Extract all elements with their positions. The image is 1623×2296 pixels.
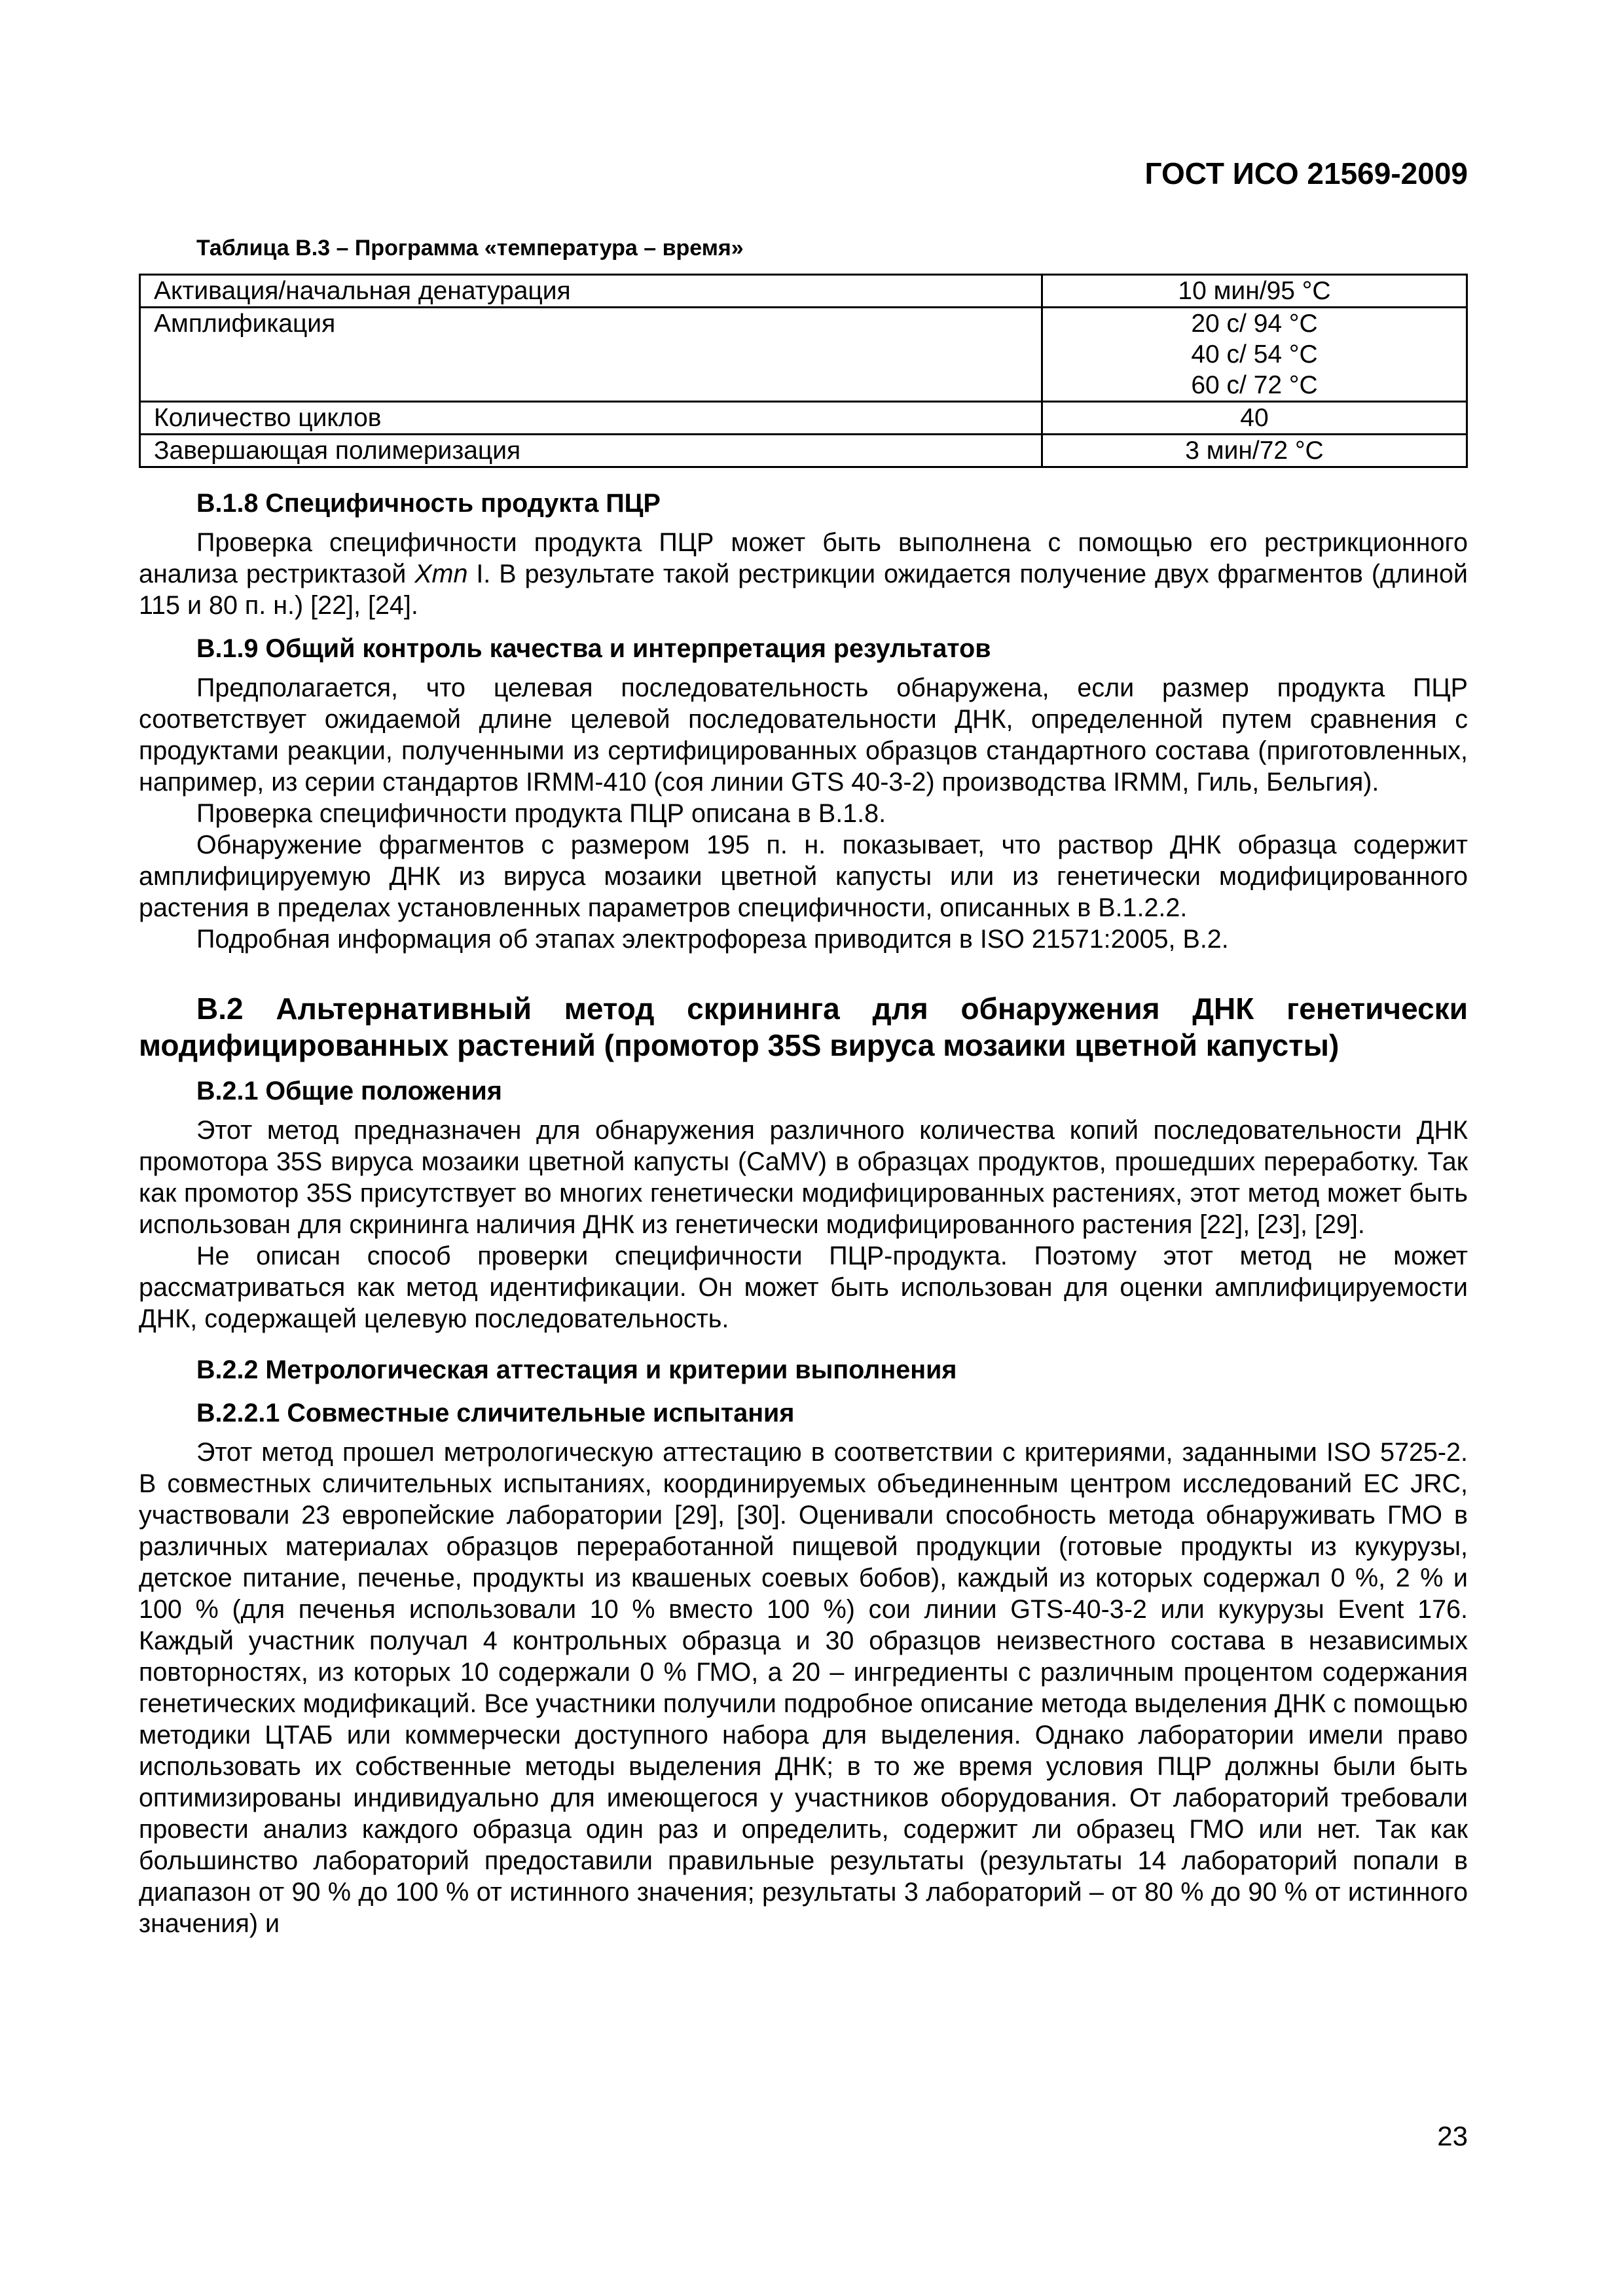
row-label: Амплификация: [140, 308, 1042, 402]
paragraph: [139, 527, 1468, 621]
paragraph: Этот метод прошел метрологическую аттестацию в соответствии с критериями, заданными ISO 5725-2. В совместных сличительных испытаниях, координируемых объединенным центром исследований EC JRC, участвовали 23 европейские лаборатории [29], [30]. Оценивали способность метода обнаруживать ГМО в различных материалах образцов переработанной пищевой продукции (готовые продукты из кукурузы, детское питание, печенье, продукты из квашеных соевых бобов), каждый из которых содержал 0 %, 2 % и 100 % (для печенья использовали 10 % вместо 100 %) сои линии GTS-40-3-2 или кукурузы Event 176. Каждый участник получал 4 контрольных образца и 30 образцов неизвестного состава в независимых повторностях, из которых 10 содержали 0 % ГМО, а 20 – ингредиенты с различным процентом содержания генетических модификаций. Все участники получили подробное описание метода выделения ДНК с помощью методики ЦТАБ или коммерчески доступного набора для выделения. Однако лаборатории имели право использовать их собственные методы выделения ДНК; в то же время условия ПЦР должны были быть оптимизированы индивидуально для имеющегося у участников оборудования. От лабораторий требовали провести анализ каждого образца один раз и определить, содержит ли образец ГМО или нет. Так как большинство лабораторий предоставили правильные результаты (результаты 14 лабораторий попали в диапазон от 90 % до 100 % от истинного значения; результаты 3 лабораторий – от 80 % до 90 % от истинного значения) и: [139, 1438, 1468, 1938]
section-heading-b18: В.1.8 Специфичность продукта ПЦР: [196, 489, 661, 518]
table-row: [140, 308, 1467, 402]
paragraph: Не описан способ проверки специфичности ПЦР-продукта. Поэтому этот метод не может рассматриваться как метод идентификации. Он может быть использован для оценки амплифицируемости ДНК, содержащей целевую последовательность.: [139, 1242, 1468, 1333]
paragraph: Предполагается, что целевая последовательность обнаружена, если размер продукта ПЦР соответствует ожидаемой длине целевой последовательности ДНК, определенной путем сравнения с продуктами реакции, полученными из сертифицированных образцов стандартного состава (приготовленных, например, из серии стандартов IRMM-410 (соя линии GTS 40-3-2) производства IRMM, Гиль, Бельгия).: [139, 673, 1468, 797]
paragraph: Обнаружение фрагментов с размером 195 п. н. показывает, что раствор ДНК образца содержит амплифицируемую ДНК из вируса мозаики цветной капусты или из генетически модифицированного растения в пределах установленных параметров специфичности, описанных в В.1.2.2.: [139, 831, 1468, 922]
section-heading-b2: В.2 Альтернативный метод скрининга для обнаружения ДНК генетически модифицированных растений (промотор 35S вируса мозаики цветной капусты): [139, 992, 1468, 1062]
document-body: [139, 488, 1468, 1939]
document-page: [139, 0, 1468, 2296]
paragraph: Проверка специфичности продукта ПЦР описана в В.1.8.: [196, 799, 886, 828]
temperature-time-table: [139, 274, 1468, 468]
text-run: I. В результате такой рестрикции ожидается получение двух фрагментов (длиной 115 и 80 п. н.) [22], [24].: [139, 560, 1468, 620]
section-heading-b221: В.2.2.1 Совместные сличительные испытания: [196, 1399, 795, 1427]
paragraph: Этот метод предназначен для обнаружения различного количества копий последовательности ДНК промотора 35S вируса мозаики цветной капусты (CaMV) в образцах продуктов, прошедших переработку. Так как промотор 35S присутствует во многих генетически модифицированных растениях, этот метод может быть использован для скрининга наличия ДНК из генетически модифицированного растения [22], [23], [29].: [139, 1116, 1468, 1239]
italic-term: Xmn: [414, 560, 468, 588]
page-number: 23: [1437, 2121, 1468, 2151]
table-caption: Таблица В.3 – Программа «температура – время»: [196, 236, 744, 260]
row-label: Активация/начальная денатурация: [140, 275, 1042, 308]
row-value-line: 60 с/ 72 °C: [1191, 371, 1318, 399]
section-heading-b21: В.2.1 Общие положения: [196, 1077, 502, 1105]
table-row: [140, 402, 1467, 435]
row-value-line: 40 с/ 54 °C: [1191, 340, 1318, 368]
section-heading-b19: В.1.9 Общий контроль качества и интерпретация результатов: [196, 634, 991, 663]
row-value: 10 мин/95 °C: [1042, 275, 1467, 308]
row-value-line: 20 с/ 94 °C: [1191, 310, 1318, 338]
table-row: [140, 435, 1467, 467]
table-row: [140, 275, 1467, 308]
row-value: 3 мин/72 °C: [1042, 435, 1467, 467]
row-label: Количество циклов: [140, 402, 1042, 435]
row-label: Завершающая полимеризация: [140, 435, 1042, 467]
text-run: Проверка специфичности продукта ПЦР может быть выполнена с помощью его рестрикционного анализа рестриктазой: [139, 528, 1468, 588]
paragraph: Подробная информация об этапах электрофореза приводится в ISO 21571:2005, В.2.: [196, 925, 1229, 954]
row-value: 40: [1042, 402, 1467, 435]
section-heading-b22: В.2.2 Метрологическая аттестация и критерии выполнения: [196, 1355, 957, 1384]
row-value: [1042, 308, 1467, 402]
document-id: ГОСТ ИСО 21569-2009: [1144, 156, 1468, 190]
